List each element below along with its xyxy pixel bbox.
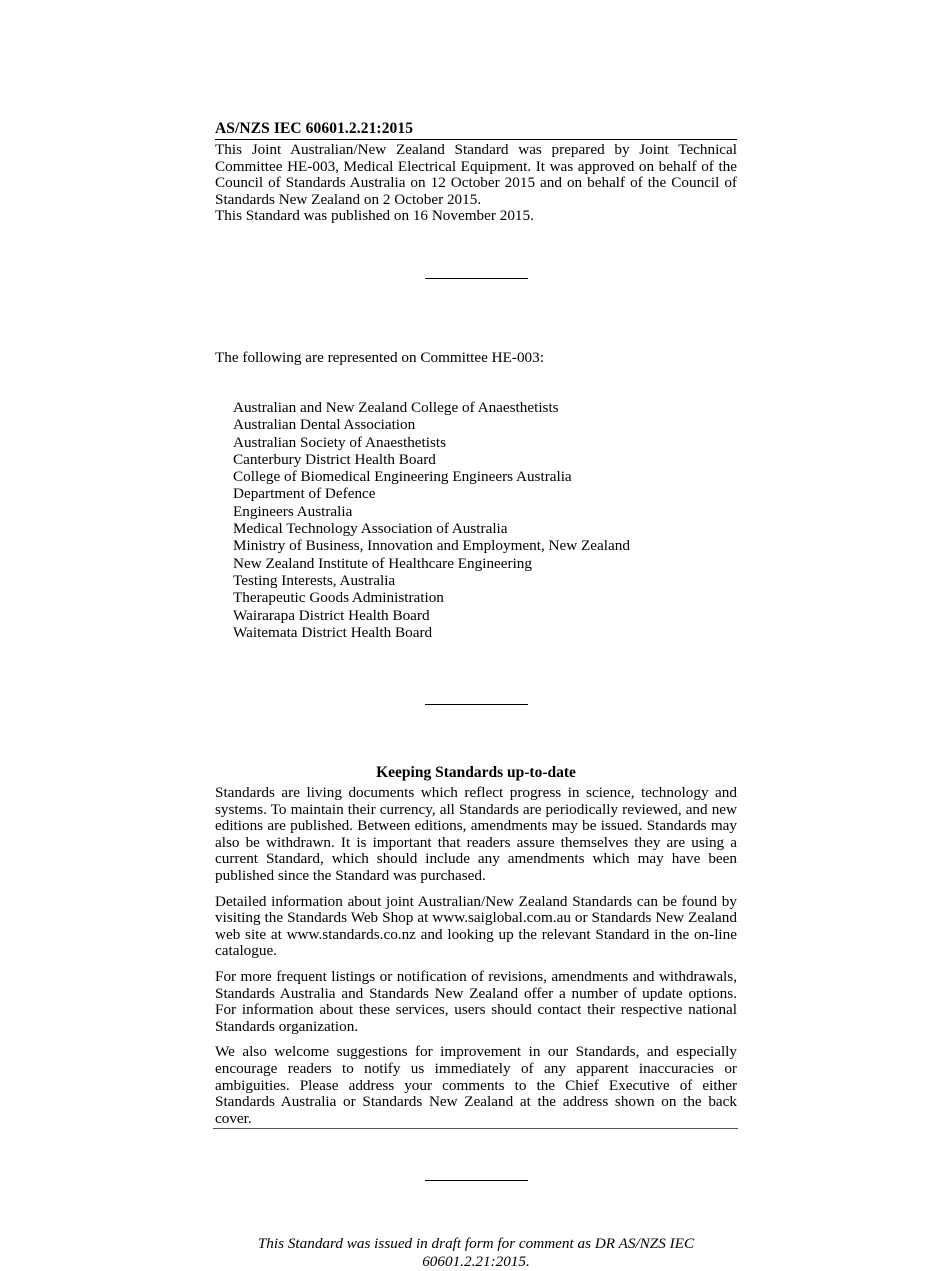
list-item: New Zealand Institute of Healthcare Engineering xyxy=(233,554,532,572)
page-content xyxy=(215,120,737,1271)
list-item: College of Biomedical Engineering Engineers Australia xyxy=(233,468,572,486)
list-item: Australian Society of Anaesthetists xyxy=(233,433,447,451)
separator-rule xyxy=(425,704,528,705)
list-item: Wairarapa District Health Board xyxy=(233,606,430,624)
keeping-standards-body xyxy=(215,785,737,1127)
separator-3 xyxy=(215,1171,737,1189)
footer-divider xyxy=(213,1128,738,1129)
list-item: Ministry of Business, Innovation and Employment, New Zealand xyxy=(233,537,630,555)
intro-paragraph: This Joint Australian/New Zealand Standard was prepared by Joint Technical Committee HE-003, Medical Electrical Equipment. It was approved on behalf of the Council of Standards Australia on 12 October 2015 and on behalf of the Council of Standards New Zealand on 2 October 2015. xyxy=(215,141,737,208)
list-item: Canterbury District Health Board xyxy=(233,450,436,468)
title-divider xyxy=(215,139,737,140)
list-item: Testing Interests, Australia xyxy=(233,571,396,589)
page-title: AS/NZS IEC 60601.2.21:2015 xyxy=(215,120,414,137)
list-item: Medical Technology Association of Australia xyxy=(233,520,508,538)
separator-1 xyxy=(215,269,737,287)
list-item: Department of Defence xyxy=(233,485,376,503)
list-item: Waitemata District Health Board xyxy=(233,623,433,641)
list-item: Australian Dental Association xyxy=(233,416,416,434)
list-item: Therapeutic Goods Administration xyxy=(233,589,444,607)
separator-rule xyxy=(425,1180,528,1181)
list-item: Australian and New Zealand College of Anaesthetists xyxy=(233,398,559,416)
paragraph: Detailed information about joint Australian/New Zealand Standards can be found by visiting the Standards Web Shop at www.saiglobal.com.au or Standards New Zealand web site at www.standards.co.nz and looking up the relevant Standard in the on-line catalogue. xyxy=(215,892,737,960)
separator-2 xyxy=(215,695,737,713)
paragraph: We also welcome suggestions for improvement in our Standards, and especially encourage readers to notify us immediately of any apparent inaccuracies or ambiguities. Please address your comments to the Chief Executive of either Standards Australia or Standards New Zealand at the address shown on the back cover. xyxy=(215,1043,737,1127)
committee-intro: The following are represented on Committee HE-003: xyxy=(215,349,544,367)
separator-rule xyxy=(425,278,528,279)
paragraph: For more frequent listings or notification of revisions, amendments and withdrawals, Standards Australia and Standards New Zealand offer a number of update options. For information about these services, users should contact their respective national Standards organization. xyxy=(215,968,737,1035)
paragraph: Standards are living documents which reflect progress in science, technology and systems. To maintain their currency, all Standards are periodically reviewed, and new editions are published. Between editions, amendments may be issued. Standards may also be withdrawn. It is important that readers assure themselves they are using a current Standard, which should include any amendments which may have been published since the Standard was purchased. xyxy=(215,784,737,885)
list-item: Engineers Australia xyxy=(233,502,353,520)
publication-line: This Standard was published on 16 November 2015. xyxy=(215,207,534,225)
committee-member-list xyxy=(215,399,737,641)
draft-form-note: This Standard was issued in draft form for comment as DR AS/NZS IEC 60601.2.21:2015. xyxy=(257,1235,695,1271)
keeping-standards-heading: Keeping Standards up-to-date xyxy=(376,764,576,782)
